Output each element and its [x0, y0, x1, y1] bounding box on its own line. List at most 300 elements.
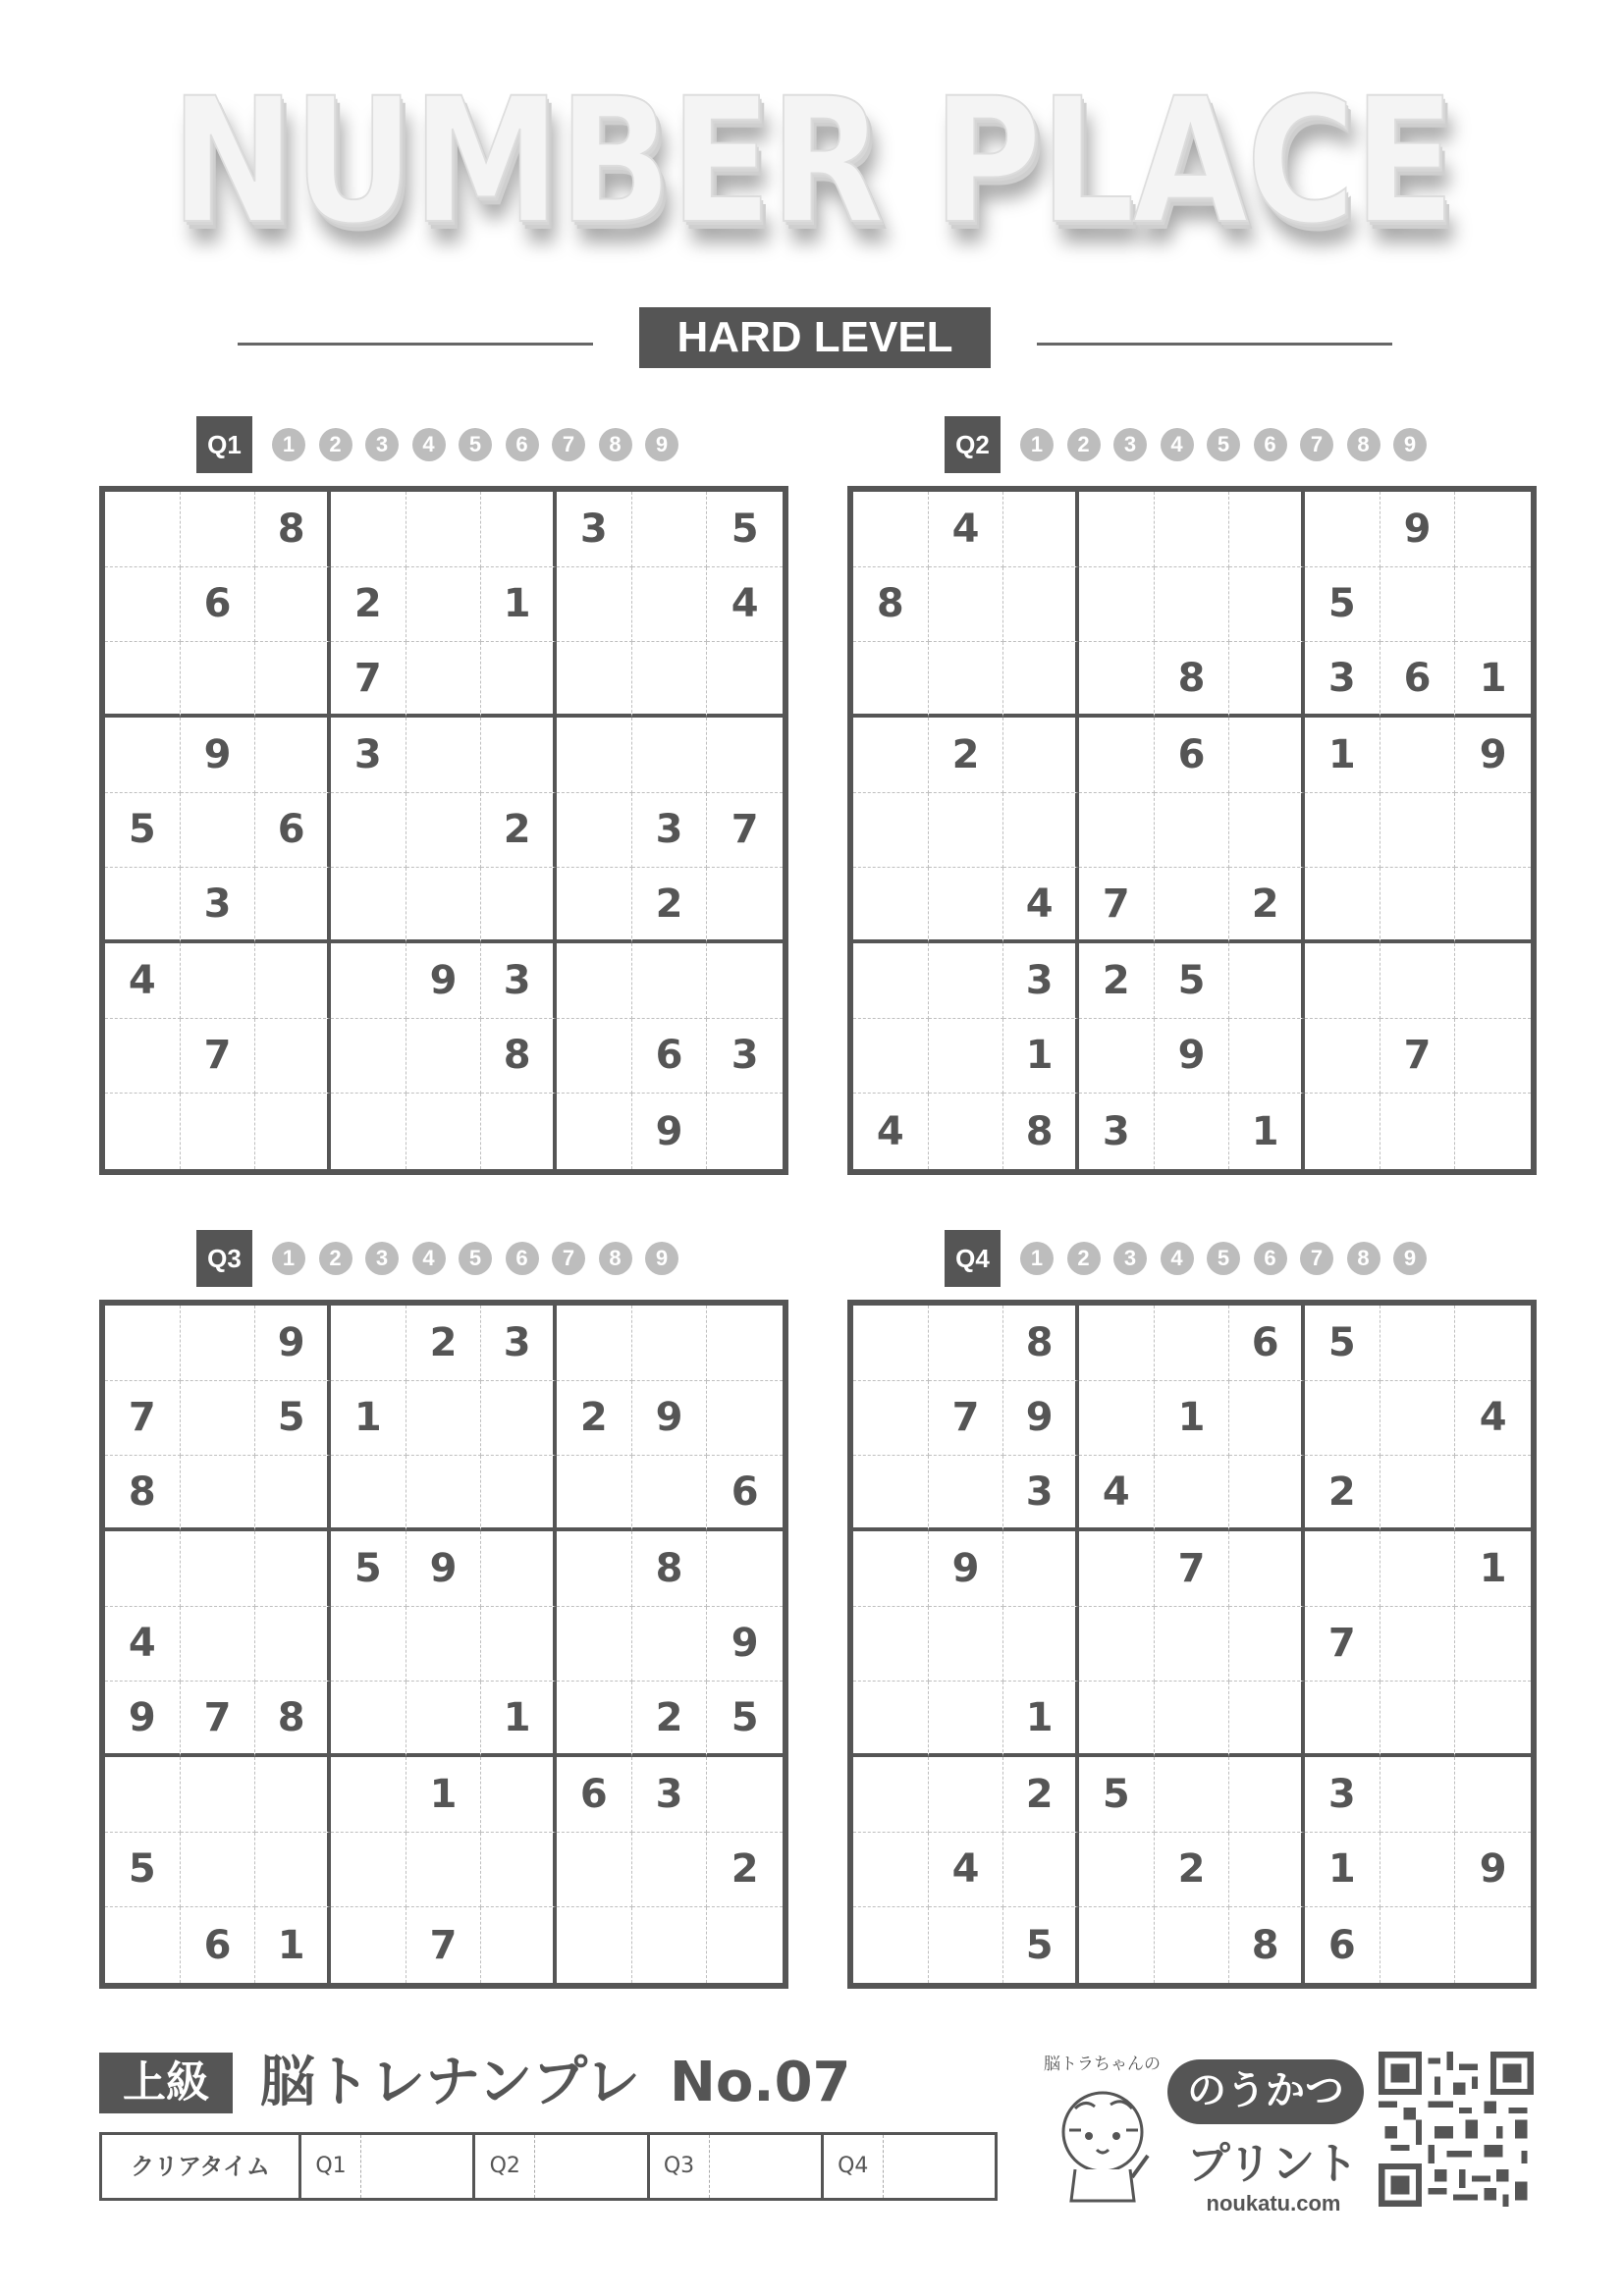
digit-check-circle[interactable]: 4 — [412, 1242, 446, 1275]
empty-cell[interactable] — [853, 1757, 929, 1833]
empty-cell[interactable] — [181, 1531, 256, 1607]
empty-cell[interactable] — [557, 642, 632, 718]
empty-cell[interactable] — [481, 1381, 557, 1457]
empty-cell[interactable] — [929, 793, 1004, 869]
time-slot-q2[interactable] — [475, 2135, 649, 2198]
empty-cell[interactable] — [1455, 1456, 1531, 1531]
clear-time-table — [99, 2132, 998, 2201]
empty-cell[interactable] — [406, 642, 482, 718]
empty-cell[interactable] — [255, 567, 331, 643]
empty-cell[interactable] — [853, 718, 929, 793]
empty-cell[interactable] — [707, 1907, 783, 1983]
empty-cell[interactable] — [557, 567, 632, 643]
empty-cell[interactable] — [181, 793, 256, 869]
empty-cell[interactable] — [1155, 1094, 1230, 1169]
empty-cell[interactable] — [853, 943, 929, 1019]
empty-cell[interactable] — [105, 1094, 181, 1169]
digit-check-circle[interactable]: 2 — [319, 428, 352, 461]
given-cell: 2 — [1155, 1833, 1230, 1908]
empty-cell[interactable] — [406, 492, 482, 567]
empty-cell[interactable] — [1079, 718, 1155, 793]
empty-cell[interactable] — [255, 868, 331, 943]
empty-cell[interactable] — [1380, 1531, 1456, 1607]
empty-cell[interactable] — [105, 567, 181, 643]
empty-cell[interactable] — [707, 1757, 783, 1833]
empty-cell[interactable] — [557, 1306, 632, 1381]
given-cell: 4 — [707, 567, 783, 643]
empty-cell[interactable] — [331, 1607, 406, 1682]
empty-cell[interactable] — [406, 1381, 482, 1457]
empty-cell[interactable] — [1229, 1019, 1305, 1095]
empty-cell[interactable] — [557, 1019, 632, 1095]
empty-cell[interactable] — [481, 1607, 557, 1682]
empty-cell[interactable] — [557, 868, 632, 943]
empty-cell[interactable] — [1455, 1607, 1531, 1682]
empty-cell[interactable] — [1003, 1833, 1079, 1908]
given-cell: 6 — [1305, 1907, 1380, 1983]
empty-cell[interactable] — [557, 1456, 632, 1531]
empty-cell[interactable] — [1380, 567, 1456, 643]
empty-cell[interactable] — [1455, 567, 1531, 643]
empty-cell[interactable] — [1380, 793, 1456, 869]
digit-check-circle[interactable]: 1 — [1020, 1242, 1054, 1275]
empty-cell[interactable] — [1455, 1306, 1531, 1381]
empty-cell[interactable] — [1155, 868, 1230, 943]
empty-cell[interactable] — [331, 1456, 406, 1531]
empty-cell[interactable] — [331, 1833, 406, 1908]
given-cell: 3 — [1079, 1094, 1155, 1169]
empty-cell[interactable] — [929, 868, 1004, 943]
empty-cell[interactable] — [1229, 567, 1305, 643]
empty-cell[interactable] — [105, 1019, 181, 1095]
empty-cell[interactable] — [1003, 793, 1079, 869]
empty-cell[interactable] — [331, 943, 406, 1019]
empty-cell[interactable] — [181, 1306, 256, 1381]
empty-cell[interactable] — [406, 868, 482, 943]
empty-cell[interactable] — [853, 1682, 929, 1757]
qr-code-icon[interactable] — [1379, 2052, 1534, 2207]
given-cell: 3 — [1305, 1757, 1380, 1833]
empty-cell[interactable] — [255, 943, 331, 1019]
given-cell: 7 — [1305, 1607, 1380, 1682]
empty-cell[interactable] — [1079, 1833, 1155, 1908]
given-cell: 4 — [929, 492, 1004, 567]
empty-cell[interactable] — [632, 1306, 708, 1381]
empty-cell[interactable] — [406, 718, 482, 793]
empty-cell[interactable] — [1455, 1907, 1531, 1983]
empty-cell[interactable] — [1305, 1531, 1380, 1607]
empty-cell[interactable] — [481, 492, 557, 567]
empty-cell[interactable] — [406, 1019, 482, 1095]
empty-cell[interactable] — [1003, 718, 1079, 793]
empty-cell[interactable] — [481, 1907, 557, 1983]
digit-check-circle[interactable]: 8 — [1347, 1242, 1380, 1275]
empty-cell[interactable] — [707, 718, 783, 793]
empty-cell[interactable] — [853, 1833, 929, 1908]
empty-cell[interactable] — [331, 492, 406, 567]
empty-cell[interactable] — [1079, 567, 1155, 643]
empty-cell[interactable] — [105, 1757, 181, 1833]
empty-cell[interactable] — [331, 1682, 406, 1757]
empty-cell[interactable] — [1455, 1757, 1531, 1833]
empty-cell[interactable] — [1155, 1607, 1230, 1682]
sudoku-grid-q1 — [99, 486, 788, 1175]
empty-cell[interactable] — [1155, 1306, 1230, 1381]
empty-cell[interactable] — [557, 793, 632, 869]
digit-check-circle[interactable]: 6 — [506, 1242, 539, 1275]
empty-cell[interactable] — [1229, 1757, 1305, 1833]
given-cell: 9 — [1455, 1833, 1531, 1908]
empty-cell[interactable] — [1380, 718, 1456, 793]
digit-check-circle[interactable]: 6 — [506, 428, 539, 461]
empty-cell[interactable] — [406, 1607, 482, 1682]
empty-cell[interactable] — [1305, 1381, 1380, 1457]
digit-check-circle[interactable]: 2 — [1067, 428, 1101, 461]
title-divider-right — [1037, 343, 1392, 346]
empty-cell[interactable] — [1305, 492, 1380, 567]
empty-cell[interactable] — [632, 567, 708, 643]
empty-cell[interactable] — [1455, 943, 1531, 1019]
empty-cell[interactable] — [1229, 642, 1305, 718]
digit-check-circle[interactable]: 8 — [599, 1242, 632, 1275]
empty-cell[interactable] — [181, 642, 256, 718]
empty-cell[interactable] — [105, 868, 181, 943]
empty-cell[interactable] — [1079, 492, 1155, 567]
empty-cell[interactable] — [929, 1456, 1004, 1531]
empty-cell[interactable] — [853, 1381, 929, 1457]
empty-cell[interactable] — [481, 718, 557, 793]
empty-cell[interactable] — [331, 1306, 406, 1381]
empty-cell[interactable] — [1079, 1607, 1155, 1682]
series-name: 脳トレナンプレ — [260, 2051, 640, 2114]
empty-cell[interactable] — [853, 1456, 929, 1531]
series-number: No.07 — [669, 2051, 851, 2114]
empty-cell[interactable] — [181, 943, 256, 1019]
digit-check-circle[interactable]: 1 — [272, 428, 305, 461]
empty-cell[interactable] — [929, 1682, 1004, 1757]
empty-cell[interactable] — [853, 1607, 929, 1682]
empty-cell[interactable] — [1455, 868, 1531, 943]
empty-cell[interactable] — [1380, 1094, 1456, 1169]
empty-cell[interactable] — [331, 868, 406, 943]
brand-url[interactable]: noukatu.com — [1206, 2191, 1341, 2216]
empty-cell[interactable] — [1003, 642, 1079, 718]
given-cell: 5 — [105, 793, 181, 869]
empty-cell[interactable] — [255, 1019, 331, 1095]
empty-cell[interactable] — [1229, 793, 1305, 869]
time-slot-q1[interactable] — [301, 2135, 475, 2198]
empty-cell[interactable] — [255, 642, 331, 718]
empty-cell[interactable] — [481, 1757, 557, 1833]
empty-cell[interactable] — [331, 1094, 406, 1169]
digit-check-circle[interactable]: 9 — [1393, 428, 1427, 461]
puzzle-q2 — [847, 416, 1537, 1182]
empty-cell[interactable] — [853, 1907, 929, 1983]
given-cell: 9 — [632, 1381, 708, 1457]
empty-cell[interactable] — [929, 642, 1004, 718]
given-cell: 9 — [406, 943, 482, 1019]
empty-cell[interactable] — [105, 642, 181, 718]
empty-cell[interactable] — [481, 1456, 557, 1531]
given-cell: 1 — [406, 1757, 482, 1833]
digit-check-circle[interactable]: 4 — [412, 428, 446, 461]
empty-cell[interactable] — [1155, 492, 1230, 567]
empty-cell[interactable] — [1305, 1019, 1380, 1095]
empty-cell[interactable] — [105, 1907, 181, 1983]
empty-cell[interactable] — [481, 1833, 557, 1908]
empty-cell[interactable] — [1380, 1907, 1456, 1983]
empty-cell[interactable] — [707, 1531, 783, 1607]
empty-cell[interactable] — [1229, 1833, 1305, 1908]
empty-cell[interactable] — [1229, 1456, 1305, 1531]
empty-cell[interactable] — [481, 642, 557, 718]
empty-cell[interactable] — [105, 718, 181, 793]
empty-cell[interactable] — [632, 1833, 708, 1908]
empty-cell[interactable] — [632, 1456, 708, 1531]
empty-cell[interactable] — [557, 1094, 632, 1169]
empty-cell[interactable] — [1380, 1456, 1456, 1531]
empty-cell[interactable] — [1155, 1682, 1230, 1757]
digit-check-circle[interactable]: 2 — [319, 1242, 352, 1275]
empty-cell[interactable] — [1079, 793, 1155, 869]
given-cell: 9 — [707, 1607, 783, 1682]
empty-cell[interactable] — [255, 1531, 331, 1607]
empty-cell[interactable] — [1079, 1682, 1155, 1757]
given-cell: 9 — [255, 1306, 331, 1381]
empty-cell[interactable] — [255, 1833, 331, 1908]
empty-cell[interactable] — [1155, 793, 1230, 869]
empty-cell[interactable] — [1229, 1682, 1305, 1757]
given-cell: 4 — [853, 1094, 929, 1169]
empty-cell[interactable] — [255, 1607, 331, 1682]
digit-check-circle[interactable]: 3 — [1113, 428, 1147, 461]
empty-cell[interactable] — [1305, 1094, 1380, 1169]
given-cell: 3 — [557, 492, 632, 567]
digit-check-circle[interactable]: 7 — [1300, 1242, 1333, 1275]
empty-cell[interactable] — [557, 943, 632, 1019]
empty-cell[interactable] — [929, 1306, 1004, 1381]
empty-cell[interactable] — [853, 642, 929, 718]
given-cell: 3 — [1305, 642, 1380, 718]
empty-cell[interactable] — [853, 868, 929, 943]
empty-cell[interactable] — [707, 868, 783, 943]
empty-cell[interactable] — [1305, 868, 1380, 943]
given-cell: 3 — [481, 1306, 557, 1381]
tiger-mascot-icon — [1046, 2081, 1164, 2209]
empty-cell[interactable] — [255, 718, 331, 793]
empty-cell[interactable] — [1229, 492, 1305, 567]
empty-cell[interactable] — [557, 1607, 632, 1682]
empty-cell[interactable] — [181, 1381, 256, 1457]
empty-cell[interactable] — [406, 1094, 482, 1169]
empty-cell[interactable] — [1380, 1833, 1456, 1908]
empty-cell[interactable] — [929, 567, 1004, 643]
empty-cell[interactable] — [1455, 793, 1531, 869]
puzzle-label: Q3 — [196, 1230, 252, 1287]
empty-cell[interactable] — [632, 1907, 708, 1983]
empty-cell[interactable] — [406, 567, 482, 643]
empty-cell[interactable] — [1380, 868, 1456, 943]
digit-check-circle[interactable]: 5 — [459, 1242, 492, 1275]
empty-cell[interactable] — [707, 1306, 783, 1381]
empty-cell[interactable] — [557, 1531, 632, 1607]
empty-cell[interactable] — [481, 868, 557, 943]
empty-cell[interactable] — [1305, 1682, 1380, 1757]
empty-cell[interactable] — [707, 1094, 783, 1169]
empty-cell[interactable] — [406, 1456, 482, 1531]
empty-cell[interactable] — [929, 1019, 1004, 1095]
empty-cell[interactable] — [1380, 1306, 1456, 1381]
empty-cell[interactable] — [1455, 1094, 1531, 1169]
empty-cell[interactable] — [1079, 1306, 1155, 1381]
empty-cell[interactable] — [181, 1757, 256, 1833]
empty-cell[interactable] — [1380, 1607, 1456, 1682]
empty-cell[interactable] — [929, 1607, 1004, 1682]
empty-cell[interactable] — [632, 718, 708, 793]
digit-check-circle[interactable]: 7 — [552, 1242, 585, 1275]
empty-cell[interactable] — [181, 1833, 256, 1908]
digit-check-circle[interactable]: 3 — [365, 428, 399, 461]
empty-cell[interactable] — [929, 1094, 1004, 1169]
empty-cell[interactable] — [1155, 567, 1230, 643]
time-slot-q4[interactable] — [824, 2135, 995, 2198]
empty-cell[interactable] — [406, 1682, 482, 1757]
empty-cell[interactable] — [331, 1757, 406, 1833]
digit-check-circle[interactable]: 8 — [1347, 428, 1380, 461]
digit-check-circle[interactable]: 9 — [1393, 1242, 1427, 1275]
empty-cell[interactable] — [1455, 1682, 1531, 1757]
brand-tagline: 脳トラちゃんの — [1044, 2055, 1161, 2074]
puzzle-q1 — [99, 416, 788, 1182]
given-cell: 4 — [1003, 868, 1079, 943]
empty-cell[interactable] — [181, 1094, 256, 1169]
empty-cell[interactable] — [1229, 718, 1305, 793]
empty-cell[interactable] — [331, 1019, 406, 1095]
empty-cell[interactable] — [1380, 943, 1456, 1019]
empty-cell[interactable] — [331, 1907, 406, 1983]
digit-check-circle[interactable]: 4 — [1161, 428, 1194, 461]
empty-cell[interactable] — [1003, 492, 1079, 567]
empty-cell[interactable] — [1380, 1757, 1456, 1833]
digit-check-circle[interactable]: 2 — [1067, 1242, 1101, 1275]
digit-check-circle[interactable]: 9 — [645, 428, 678, 461]
digit-check-circle[interactable]: 6 — [1254, 1242, 1287, 1275]
empty-cell[interactable] — [1455, 492, 1531, 567]
empty-cell[interactable] — [1003, 1607, 1079, 1682]
empty-cell[interactable] — [707, 943, 783, 1019]
time-slot-q3[interactable] — [650, 2135, 824, 2198]
empty-cell[interactable] — [1155, 1907, 1230, 1983]
empty-cell[interactable] — [181, 492, 256, 567]
empty-cell[interactable] — [481, 1094, 557, 1169]
digit-check-circle[interactable]: 1 — [1020, 428, 1054, 461]
empty-cell[interactable] — [181, 1607, 256, 1682]
empty-cell[interactable] — [1079, 1907, 1155, 1983]
empty-cell[interactable] — [255, 1757, 331, 1833]
empty-cell[interactable] — [853, 793, 929, 869]
empty-cell[interactable] — [1003, 1531, 1079, 1607]
empty-cell[interactable] — [929, 1907, 1004, 1983]
puzzle-header — [196, 416, 692, 473]
empty-cell[interactable] — [1380, 1682, 1456, 1757]
empty-cell[interactable] — [181, 1456, 256, 1531]
empty-cell[interactable] — [1079, 1381, 1155, 1457]
empty-cell[interactable] — [632, 943, 708, 1019]
empty-cell[interactable] — [255, 1456, 331, 1531]
empty-cell[interactable] — [557, 1833, 632, 1908]
empty-cell[interactable] — [1305, 943, 1380, 1019]
empty-cell[interactable] — [1155, 1757, 1230, 1833]
empty-cell[interactable] — [707, 642, 783, 718]
empty-cell[interactable] — [105, 1306, 181, 1381]
empty-cell[interactable] — [1305, 793, 1380, 869]
given-cell: 3 — [1003, 1456, 1079, 1531]
empty-cell[interactable] — [1229, 1531, 1305, 1607]
empty-cell[interactable] — [331, 793, 406, 869]
page-title: NUMBER PLACE — [170, 61, 1454, 262]
given-cell: 8 — [481, 1019, 557, 1095]
digit-check-circle[interactable]: 1 — [272, 1242, 305, 1275]
empty-cell[interactable] — [557, 1682, 632, 1757]
empty-cell[interactable] — [853, 492, 929, 567]
digit-check-circle[interactable]: 8 — [599, 428, 632, 461]
digit-check-circle[interactable]: 4 — [1161, 1242, 1194, 1275]
empty-cell[interactable] — [853, 1306, 929, 1381]
empty-cell[interactable] — [406, 793, 482, 869]
empty-cell[interactable] — [929, 943, 1004, 1019]
digit-check-circle[interactable]: 7 — [1300, 428, 1333, 461]
empty-cell[interactable] — [1079, 1531, 1155, 1607]
empty-cell[interactable] — [1155, 1456, 1230, 1531]
empty-cell[interactable] — [1079, 1019, 1155, 1095]
empty-cell[interactable] — [1003, 567, 1079, 643]
digit-check-circle[interactable]: 5 — [459, 428, 492, 461]
empty-cell[interactable] — [632, 492, 708, 567]
given-cell: 6 — [707, 1456, 783, 1531]
empty-cell[interactable] — [255, 1094, 331, 1169]
empty-cell[interactable] — [853, 1019, 929, 1095]
empty-cell[interactable] — [1229, 943, 1305, 1019]
empty-cell[interactable] — [929, 1757, 1004, 1833]
empty-cell[interactable] — [632, 1607, 708, 1682]
empty-cell[interactable] — [707, 1381, 783, 1457]
empty-cell[interactable] — [105, 1531, 181, 1607]
empty-cell[interactable] — [406, 1833, 482, 1908]
empty-cell[interactable] — [481, 1531, 557, 1607]
digit-check-circle[interactable]: 3 — [365, 1242, 399, 1275]
empty-cell[interactable] — [1455, 1019, 1531, 1095]
digit-check-circle[interactable]: 7 — [552, 428, 585, 461]
sudoku-grid-q2 — [847, 486, 1537, 1175]
digit-check-circle[interactable]: 9 — [645, 1242, 678, 1275]
empty-cell[interactable] — [632, 642, 708, 718]
empty-cell[interactable] — [1079, 642, 1155, 718]
digit-check-circle[interactable]: 5 — [1207, 1242, 1240, 1275]
given-cell: 2 — [929, 718, 1004, 793]
empty-cell[interactable] — [1380, 1381, 1456, 1457]
empty-cell[interactable] — [557, 1907, 632, 1983]
empty-cell[interactable] — [1229, 1381, 1305, 1457]
digit-check-circle[interactable]: 6 — [1254, 428, 1287, 461]
empty-cell[interactable] — [105, 492, 181, 567]
empty-cell[interactable] — [557, 718, 632, 793]
digit-check-circle[interactable]: 3 — [1113, 1242, 1147, 1275]
given-cell: 8 — [632, 1531, 708, 1607]
given-cell: 1 — [331, 1381, 406, 1457]
digit-check-circle[interactable]: 5 — [1207, 428, 1240, 461]
empty-cell[interactable] — [853, 1531, 929, 1607]
empty-cell[interactable] — [1229, 1607, 1305, 1682]
